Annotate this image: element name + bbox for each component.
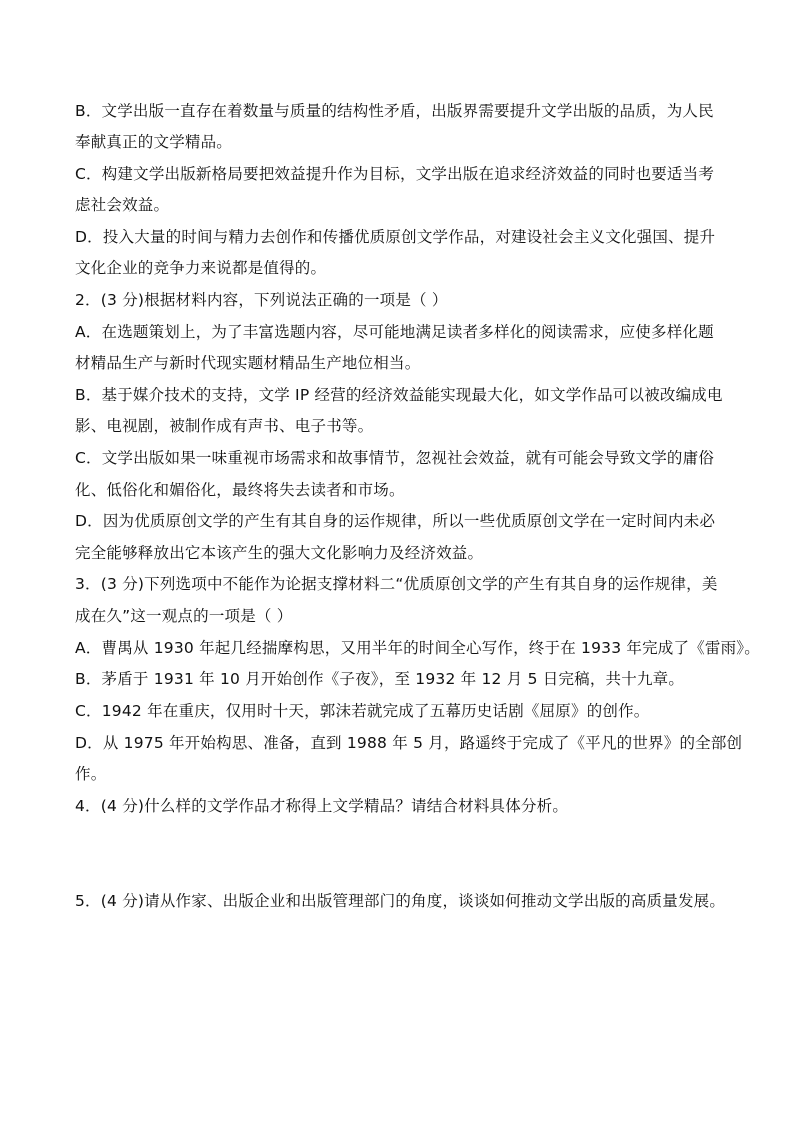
question-3-stem: 3．(3 分)下列选项中不能作为论据支撑材料二“优质原创文学的产生有其自身的运作规律，美 [75, 575, 718, 593]
text-line: 成在久”这一观点的一项是（ ） [75, 607, 293, 625]
text-line: C．构建文学出版新格局要把效益提升作为目标，文学出版在追求经济效益的同时也要适当考 [75, 165, 715, 183]
text-line: 化、低俗化和媚俗化，最终将失去读者和市场。 [75, 481, 405, 499]
text-line: D．从 1975 年开始构思、准备，直到 1988 年 5 月，路遥终于完成了《平凡的世界》的全部创 [75, 734, 743, 752]
text-line: 文化企业的竞争力来说都是值得的。 [75, 259, 327, 277]
text-line: B．基于媒介技术的支持，文学 IP 经营的经济效益能实现最大化，如文学作品可以被改编成电 [75, 386, 723, 404]
text-line: B．茅盾于 1931 年 10 月开始创作《子夜》，至 1932 年 12 月 5 日完稿，共十九章。 [75, 670, 685, 688]
text-line: 作。 [75, 765, 107, 783]
text-line: A．在选题策划上，为了丰富选题内容，尽可能地满足读者多样化的阅读需求，应使多样化题 [75, 323, 714, 341]
question-5: 5．(4 分)请从作家、出版企业和出版管理部门的角度，谈谈如何推动文学出版的高质量发展。 [75, 892, 726, 910]
question-4: 4．(4 分)什么样的文学作品才称得上文学精品？请结合材料具体分析。 [75, 797, 569, 815]
text-line: 影、电视剧，被制作成有声书、电子书等。 [75, 417, 374, 435]
text-line: 奉献真正的文学精品。 [75, 133, 233, 151]
text-line: D．因为优质原创文学的产生有其自身的运作规律，所以一些优质原创文学在一定时间内未必 [75, 512, 716, 530]
text-line: 虑社会效益。 [75, 196, 170, 214]
text-line: C．文学出版如果一味重视市场需求和故事情节，忽视社会效益，就有可能会导致文学的庸俗 [75, 449, 715, 467]
text-line: A．曹禺从 1930 年起几经揣摩构思，又用半年的时间全心写作，终于在 1933 年完成了《雷雨》。 [75, 639, 760, 657]
text-line: D．投入大量的时间与精力去创作和传播优质原创文学作品，对建设社会主义文化强国、提升 [75, 228, 716, 246]
text-line: B．文学出版一直存在着数量与质量的结构性矛盾，出版界需要提升文学出版的品质，为人民 [75, 102, 714, 120]
text-line: C．1942 年在重庆，仅用时十天，郭沫若就完成了五幕历史话剧《屈原》的创作。 [75, 702, 650, 720]
text-line: 材精品生产与新时代现实题材精品生产地位相当。 [75, 354, 421, 372]
text-line: 完全能够释放出它本该产生的强大文化影响力及经济效益。 [75, 544, 484, 562]
question-2-stem: 2．(3 分)根据材料内容，下列说法正确的一项是（ ） [75, 291, 448, 309]
